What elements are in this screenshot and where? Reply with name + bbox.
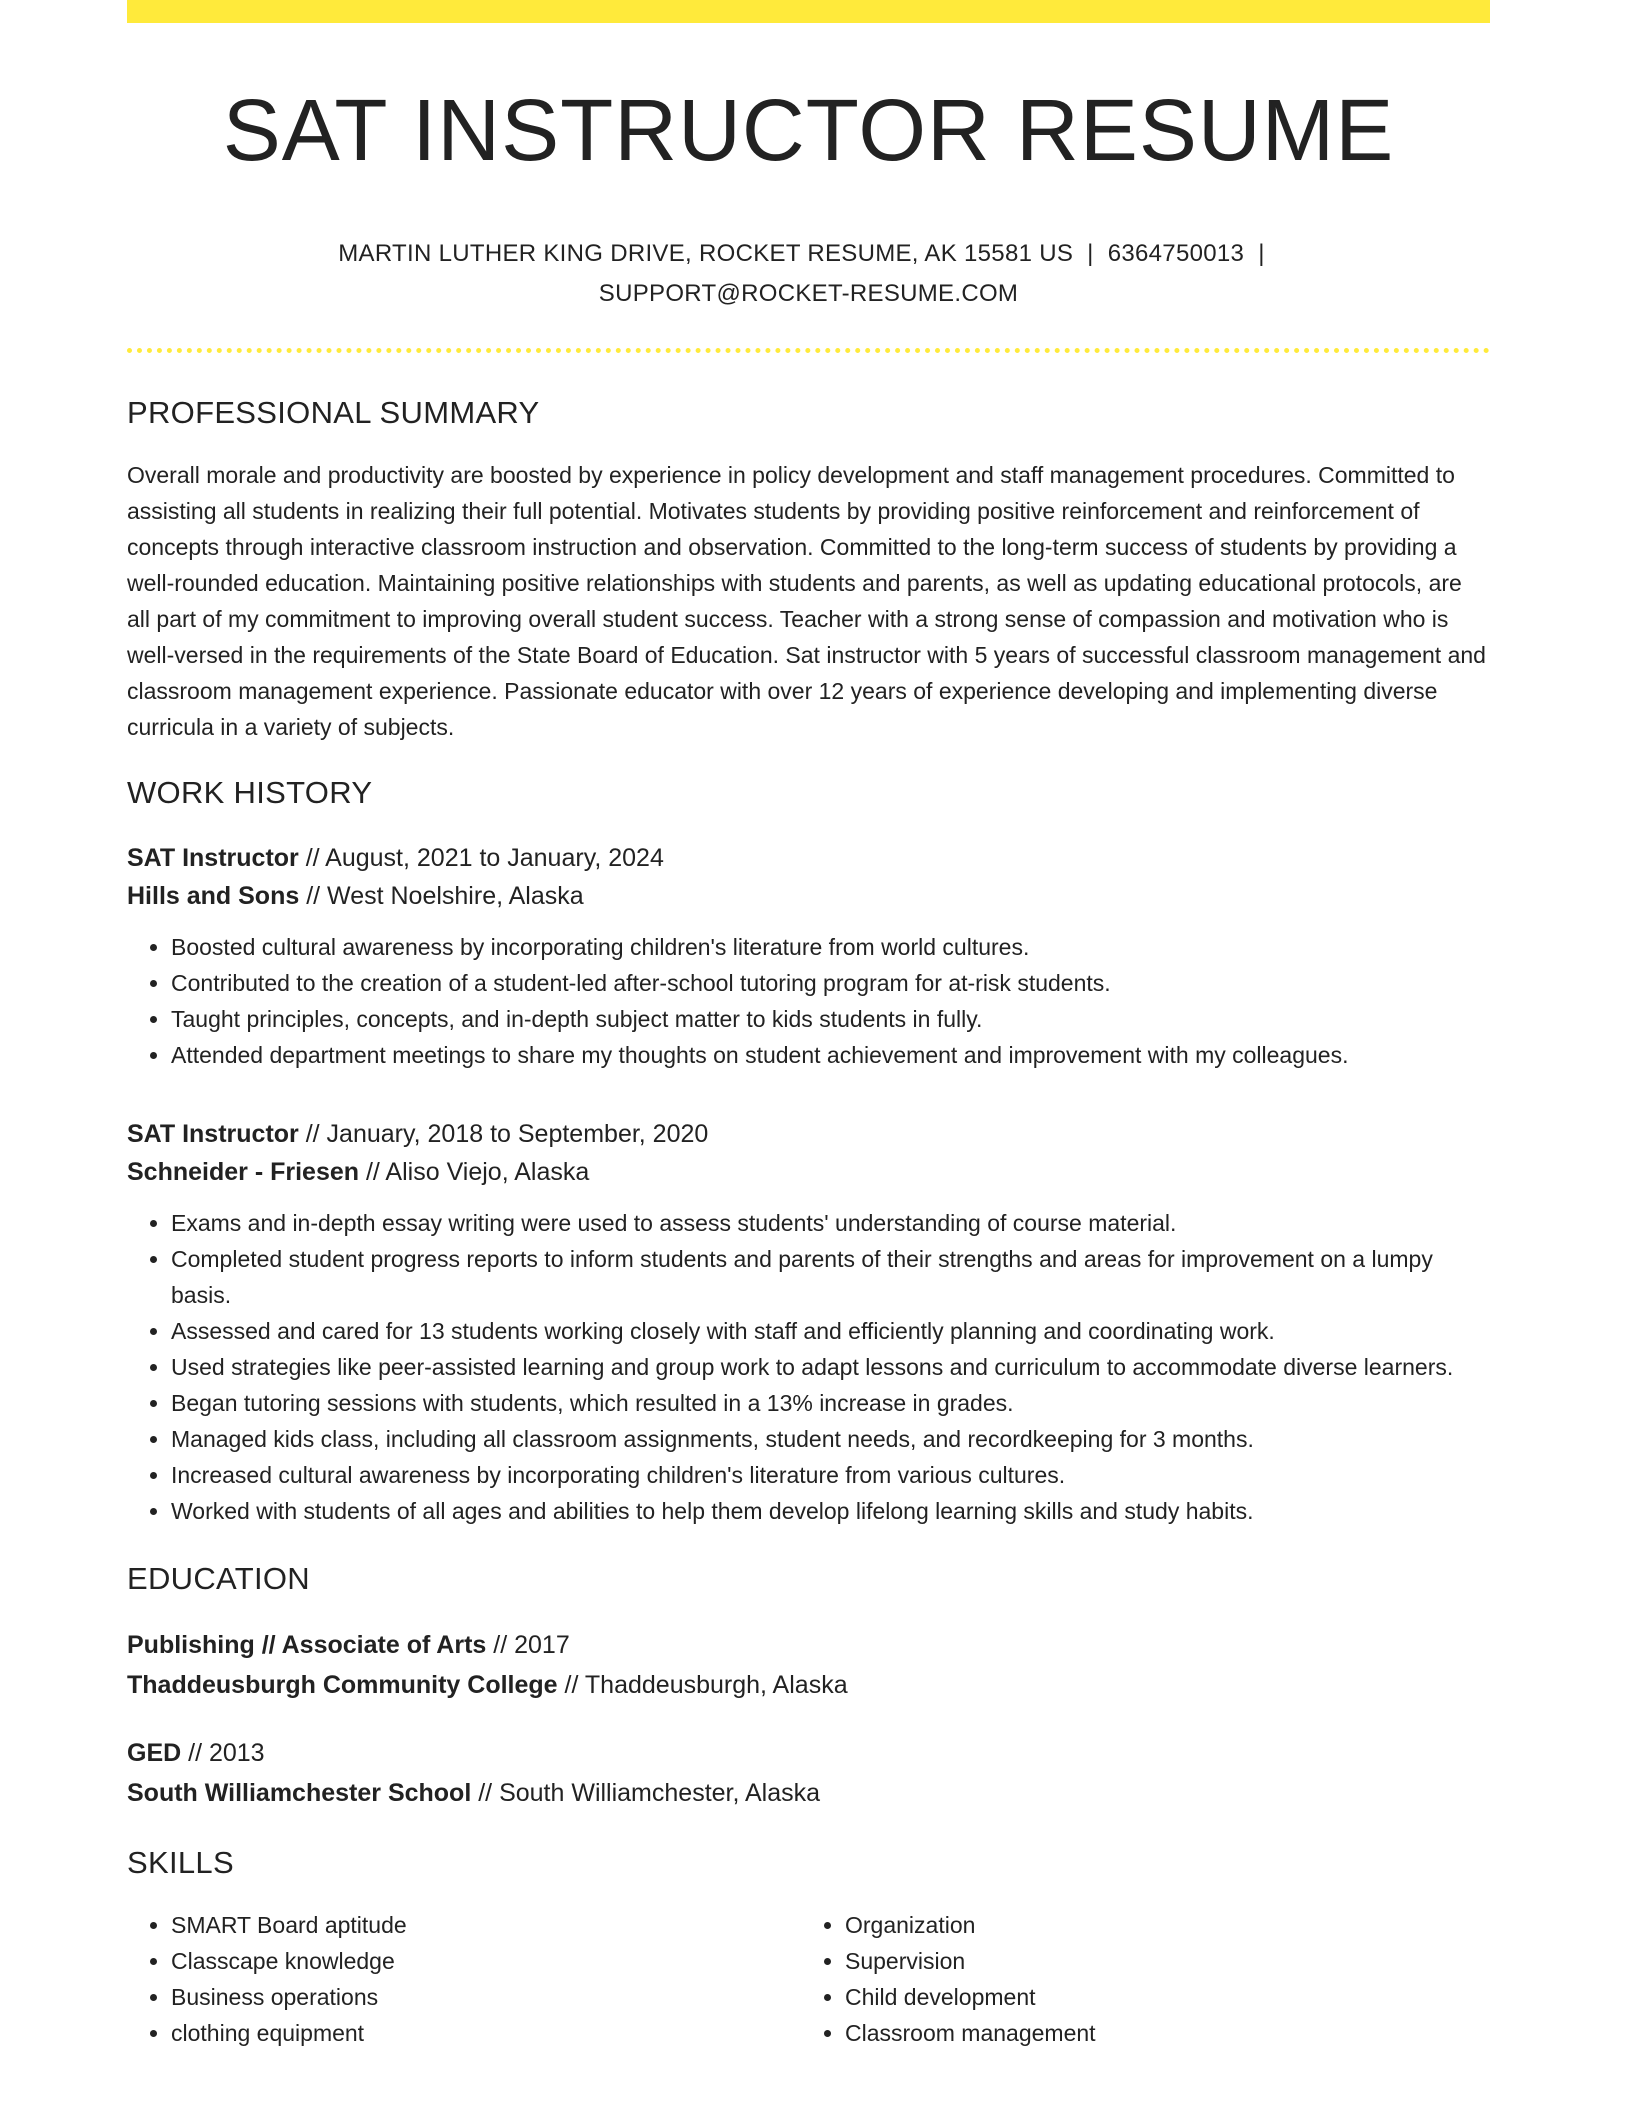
grad-year: // 2013 [181,1738,265,1767]
summary-section [127,395,1490,745]
skill-item: • Child development [845,1979,1475,2015]
summary-text: Overall morale and productivity are boosted by experience in policy development and staff management procedures. Committed to assisting all students in realizing their full potential. Motivates students by providing positive reinforcement and reinforcement of concepts through interactive classroom instruction and observation. Committed to the long-term success of students by providing a well-rounded education. Maintaining positive relationships with students and parents, as well as updating educational protocols, are all part of my commitment to improving overall student success. Teacher with a strong sense of compassion and motivation who is well-versed in the requirements of the State Board of Education. Sat instructor with 5 years of successful classroom management and classroom management experience. Passionate educator with over 12 years of experience developing and implementing diverse curricula in a variety of subjects. [127,461,1486,740]
list-item: • Increased cultural awareness by incorporating children's literature from various cultures. [171,1457,1490,1493]
address: MARTIN LUTHER KING DRIVE, ROCKET RESUME, AK 15581 US [338,239,1074,267]
degree: Publishing // Associate of Arts [127,1630,487,1659]
skills-list-right [801,1907,1475,2051]
skill-item: • Classroom management [845,2015,1475,2051]
job-title: SAT Instructor [127,843,299,872]
skills-section [127,1845,1490,2051]
contact-info [309,234,1309,314]
job-dates: // August, 2021 to January, 2024 [298,843,664,872]
phone: 6364750013 [1107,239,1245,267]
job-location: // West Noelshire, Alaska [299,881,584,910]
job-dates: // January, 2018 to September, 2020 [298,1119,709,1148]
job-entry [127,839,1490,1073]
grad-year: // 2017 [486,1630,570,1659]
list-item: • Attended department meetings to share my thoughts on student achievement and improvement with my colleagues. [171,1037,1490,1073]
list-item: • Contributed to the creation of a student-led after-school tutoring program for at-risk students. [171,965,1490,1001]
dotted-divider [127,348,1490,353]
skill-item: • clothing equipment [171,2015,801,2051]
skills-columns [127,1907,1490,2051]
section-heading: EDUCATION [127,1560,310,1596]
job-entry [127,1115,1490,1529]
list-item: • Exams and in-depth essay writing were used to assess students' understanding of course material. [171,1205,1490,1241]
skill-item: • Business operations [171,1979,801,2015]
job-bullets [127,929,1490,1073]
list-item: • Taught principles, concepts, and in-depth subject matter to kids students in fully. [171,1001,1490,1037]
list-item: • Managed kids class, including all classroom assignments, student needs, and recordkeeping for 3 months. [171,1421,1490,1457]
list-item: • Boosted cultural awareness by incorporating children's literature from world cultures. [171,929,1490,965]
skill-item: • Organization [845,1907,1475,1943]
section-heading: WORK HISTORY [127,774,373,810]
company-name: Hills and Sons [127,881,300,910]
separator: | [1258,239,1265,267]
resume-title: SAT INSTRUCTOR RESUME [222,82,1395,179]
school-name: South Williamchester School [127,1778,472,1807]
list-item: • Worked with students of all ages and abilities to help them develop lifelong learning skills and study habits. [171,1493,1490,1529]
job-bullets [127,1205,1490,1529]
skill-item: • Supervision [845,1943,1475,1979]
email: SUPPORT@ROCKET-RESUME.COM [598,279,1019,307]
job-title: SAT Instructor [127,1119,299,1148]
list-item: • Began tutoring sessions with students, which resulted in a 13% increase in grades. [171,1385,1490,1421]
skills-list-left [127,1907,801,2051]
list-item: • Used strategies like peer-assisted learning and group work to adapt lessons and curriculum to accommodate diverse learners. [171,1349,1490,1385]
company-name: Schneider - Friesen [127,1157,360,1186]
education-entry [127,1733,1490,1813]
education-entry [127,1625,1490,1705]
degree: GED [127,1738,182,1767]
section-heading: SKILLS [127,1844,234,1880]
school-name: Thaddeusburgh Community College [127,1670,558,1699]
job-location: // Aliso Viejo, Alaska [359,1157,590,1186]
education-section [127,1561,1490,1813]
skill-item: • SMART Board aptitude [171,1907,801,1943]
resume-page [127,0,1490,2051]
school-location: // Thaddeusburgh, Alaska [557,1670,848,1699]
top-accent-bar [127,0,1490,23]
section-heading: PROFESSIONAL SUMMARY [127,394,540,430]
skill-item: • Classcape knowledge [171,1943,801,1979]
list-item: • Completed student progress reports to inform students and parents of their strengths and areas for improvement on a lumpy basis. [171,1241,1490,1313]
work-history-section [127,775,1490,1529]
separator: | [1087,239,1094,267]
school-location: // South Williamchester, Alaska [471,1778,821,1807]
list-item: • Assessed and cared for 13 students working closely with staff and efficiently planning and coordinating work. [171,1313,1490,1349]
